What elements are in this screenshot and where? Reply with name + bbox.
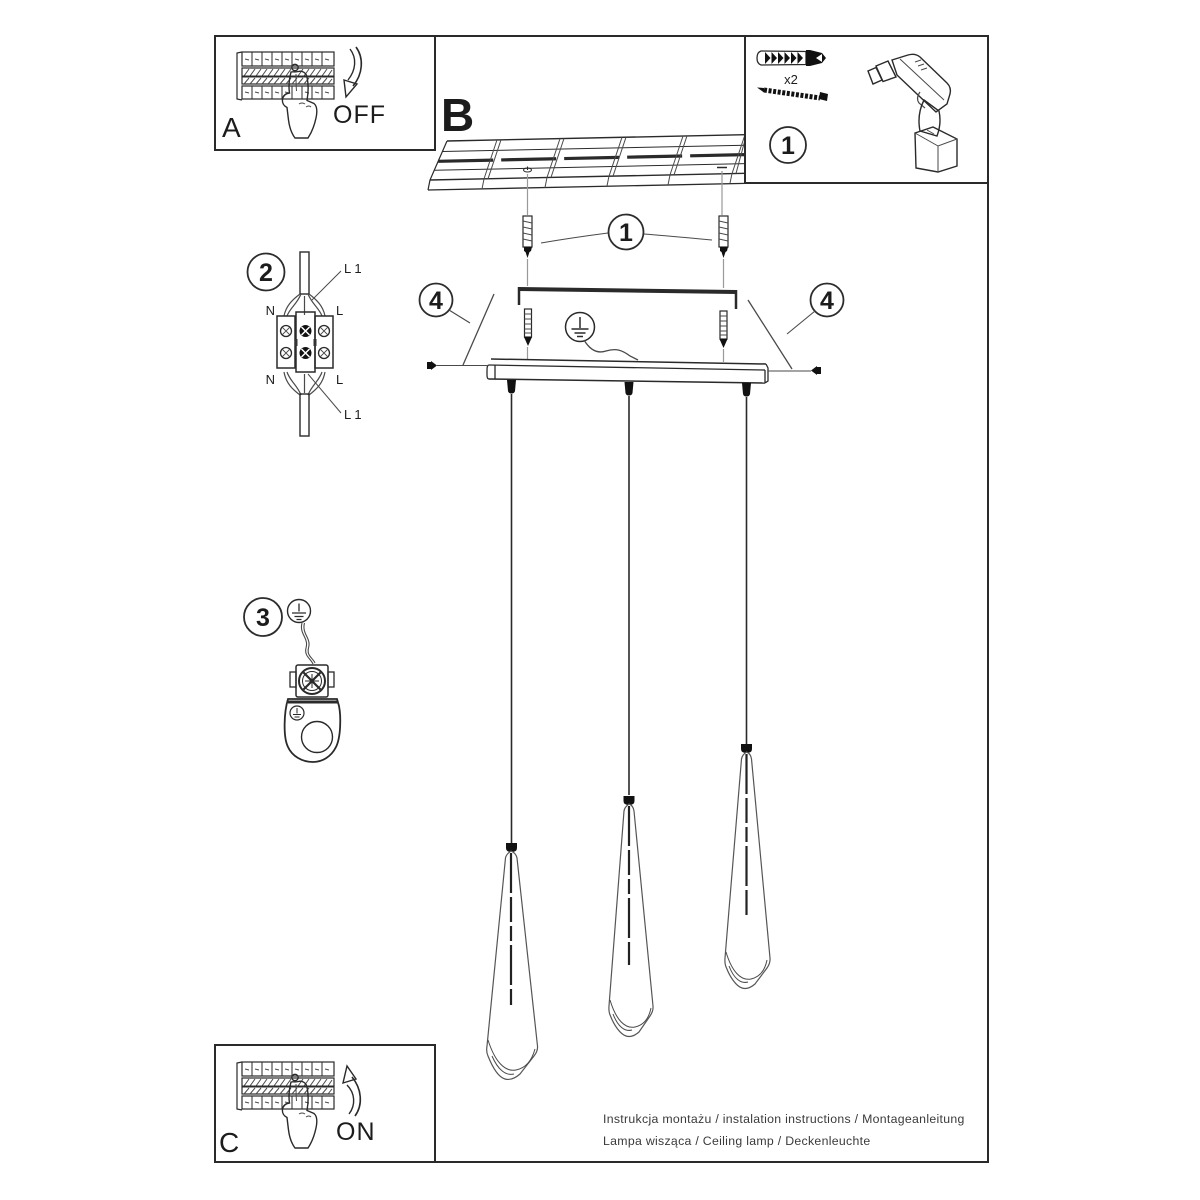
canopy-plate	[487, 359, 768, 397]
step-a-label: A	[222, 112, 241, 143]
label-l1-top: L 1	[344, 261, 362, 276]
cable-gland-middle	[625, 382, 634, 396]
arrow-down-icon	[344, 47, 361, 97]
callout-parts	[770, 127, 806, 163]
cable-gland-left	[507, 380, 516, 394]
callout-cover-left-number: 4	[429, 287, 443, 315]
cable-top	[300, 252, 309, 294]
mounting-diagram	[420, 171, 844, 1079]
bracket-end-plate	[285, 699, 341, 762]
callout-anchors	[609, 215, 644, 250]
callout-parts-number: 1	[781, 132, 795, 160]
wiring-diagram	[248, 252, 362, 436]
pendant-lamp-middle	[609, 396, 653, 1037]
callout-ground-number: 3	[256, 604, 270, 632]
callout-wiring-number: 2	[259, 259, 273, 287]
anchor-quantity-label: x2	[784, 72, 798, 87]
ground-wire	[584, 340, 638, 360]
terminal-block	[277, 312, 333, 372]
cover-outline	[463, 294, 792, 369]
callout-ground	[244, 598, 282, 636]
ground-diagram	[244, 598, 340, 762]
breaker-panel-icon	[237, 52, 334, 138]
side-screw-right-icon	[768, 366, 821, 375]
cable-bottom	[300, 394, 309, 436]
pendant-lamp-left	[487, 394, 538, 1079]
step-a	[222, 47, 386, 143]
terminal-screws	[281, 325, 330, 359]
wall-anchor-right-icon	[719, 216, 728, 258]
on-label: ON	[336, 1118, 376, 1146]
bracket-screw-right-icon	[720, 311, 728, 348]
breaker-panel-icon	[237, 1062, 334, 1148]
ground-wire-small	[301, 623, 315, 664]
ceiling-hole-left	[524, 167, 532, 173]
step-c-label: C	[219, 1127, 240, 1158]
footer-line-1: Instrukcja montażu / instalation instructions / Montageanleitung	[603, 1112, 965, 1126]
callout-cover-right	[787, 284, 844, 335]
step-b-label: B	[441, 89, 475, 141]
arrow-up-icon	[343, 1066, 360, 1116]
page-frame	[215, 36, 988, 1162]
callout-anchors-number: 1	[619, 219, 633, 247]
footer-line-2: Lampa wisząca / Ceiling lamp / Deckenleuchte	[603, 1134, 871, 1148]
footer	[603, 1112, 965, 1148]
wall-anchor-left-icon	[523, 216, 532, 258]
pendant-lamp-right	[725, 397, 770, 989]
label-l-bottom: L	[336, 372, 344, 387]
ground-terminal	[290, 665, 334, 697]
plate-hole	[302, 722, 333, 753]
callout-cover-left	[420, 284, 471, 324]
bracket-screw-left-icon	[524, 309, 532, 346]
label-n-bottom: N	[265, 372, 275, 387]
ground-symbol-icon	[566, 313, 595, 342]
mounting-bracket	[519, 287, 736, 309]
ground-symbol-small-icon	[288, 600, 311, 623]
cable-gland-right	[742, 383, 751, 397]
step-c	[219, 1062, 376, 1158]
parts-box	[745, 36, 988, 183]
label-n-top: N	[265, 303, 275, 318]
off-label: OFF	[333, 101, 386, 129]
callout-cover-right-number: 4	[820, 287, 834, 315]
label-l1-bottom: L 1	[344, 407, 362, 422]
side-screw-left-icon	[427, 361, 489, 370]
callout-wiring	[248, 254, 285, 291]
label-l-top: L	[336, 303, 344, 318]
